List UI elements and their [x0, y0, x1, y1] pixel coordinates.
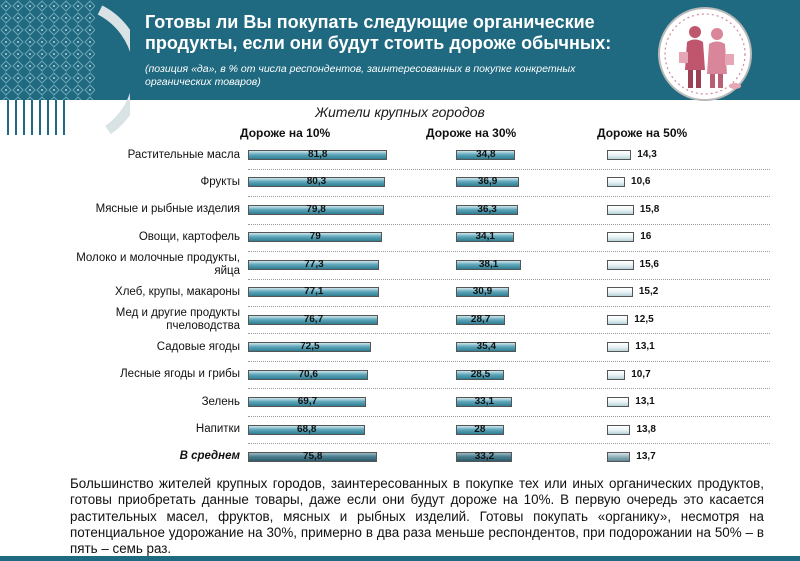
bar-value-label: 34,1 [475, 231, 495, 243]
bar-value-label: 13,7 [636, 450, 656, 462]
bar-value-label: 13,8 [636, 423, 656, 435]
bar-value-label: 36,3 [477, 203, 497, 215]
category-label: Лесные ягоды и грибы [120, 368, 240, 381]
row-separator [248, 333, 770, 334]
bar [607, 287, 633, 297]
bar-value-label: 15,2 [638, 286, 659, 298]
column-header-50: Дороже на 50% [597, 126, 688, 140]
bar [607, 177, 625, 187]
bar-value-label: 72,5 [300, 341, 320, 353]
category-label: Напитки [195, 423, 240, 435]
bar [607, 425, 630, 435]
bar-value-label: 30,9 [472, 286, 493, 298]
row-separator [248, 196, 770, 197]
summary-paragraph: Большинство жителей крупных городов, заинтересованных в покупке тех или иных органических продуктов, готовы приобретать данные товары, даже если они будут дороже на 10%. В первую очередь это касается растительных масел, фруктов, мясных и рыбных изделий. Готовы покупать «органику», несмотря на потенциальное удорожание на 30%, примерно в два раза меньше респондентов, при подорожании на 50% – в пять – семь раз. [70, 476, 764, 557]
bar [607, 452, 630, 462]
bar [607, 232, 634, 242]
bar-value-label: 76,7 [303, 313, 324, 325]
bar-value-label: 14,3 [637, 149, 657, 160]
bar [607, 150, 631, 160]
chart-title: Жители крупных городов [315, 104, 485, 120]
bar-value-label: 81,8 [308, 149, 328, 160]
category-label: Садовые ягоды [156, 340, 240, 353]
organic-shoppers-illustration [655, 4, 755, 104]
bar-value-label: 16 [640, 231, 652, 243]
bar-value-label: 38,1 [478, 258, 499, 270]
row-separator [248, 306, 770, 307]
row-separator [248, 279, 770, 280]
page-subtitle: (позиция «да», в % от числа респондентов, заинтересованных в покупке конкретных органических товаров) [145, 63, 576, 88]
bar-value-label: 35,4 [476, 341, 497, 353]
bar-value-label: 28 [474, 423, 486, 435]
bar [607, 370, 625, 380]
bar-value-label: 34,8 [476, 149, 496, 160]
bar [607, 205, 634, 215]
bar-value-label: 13,1 [635, 341, 655, 353]
bar-value-label: 79 [309, 231, 321, 243]
bar-value-label: 15,6 [639, 258, 659, 270]
bar-value-label: 10,6 [631, 176, 651, 188]
bar-value-label: 68,8 [296, 423, 317, 435]
row-separator [248, 251, 770, 252]
bar-value-label: 15,8 [639, 203, 660, 215]
row-separator [248, 224, 770, 225]
bar-value-label: 33,1 [474, 396, 495, 408]
bar-value-label: 79,8 [306, 203, 326, 215]
row-separator [248, 361, 770, 362]
row-separator [248, 443, 770, 444]
category-label: Растительные масла [127, 148, 240, 161]
bar-value-label: 13,1 [635, 396, 655, 408]
row-separator [248, 169, 770, 170]
category-label: Хлеб, крупы, макароны [115, 285, 240, 298]
bar-value-label: 80,3 [306, 176, 327, 188]
bar-value-label: 36,9 [477, 176, 498, 188]
column-header-10: Дороже на 10% [240, 126, 331, 140]
bar-value-label: 28,7 [470, 313, 491, 325]
bar [607, 315, 628, 325]
category-label: Зелень [201, 395, 240, 408]
bar-value-label: 77,3 [304, 258, 324, 270]
category-label: Мед и другие продукты пчеловодства [115, 306, 240, 332]
bar-value-label: 33,2 [474, 450, 495, 462]
bar [607, 260, 634, 270]
category-label: Молоко и молочные продукты, яйца [76, 251, 240, 277]
category-label: Фрукты [200, 175, 240, 188]
page-title: Готовы ли Вы покупать следующие органические продукты, если они будут стоить дороже обычных: [145, 12, 612, 53]
category-label: Овощи, картофель [138, 230, 240, 243]
bar [607, 342, 629, 352]
bar-value-label: 10,7 [631, 368, 651, 380]
bar-value-label: 70,6 [298, 368, 318, 380]
row-separator [248, 388, 770, 389]
bar-value-label: 77,1 [304, 286, 324, 298]
bar-value-label: 75,8 [302, 450, 323, 462]
bar-value-label: 28,5 [470, 368, 491, 380]
row-separator [248, 416, 770, 417]
bar-value-label: 69,7 [297, 396, 318, 408]
bottom-accent-line [0, 556, 800, 561]
bar-value-label: 12,5 [634, 313, 654, 325]
bar [607, 397, 629, 407]
category-label: Мясные и рыбные изделия [95, 203, 240, 216]
category-label: В среднем [179, 450, 240, 463]
column-header-30: Дороже на 30% [426, 126, 517, 140]
